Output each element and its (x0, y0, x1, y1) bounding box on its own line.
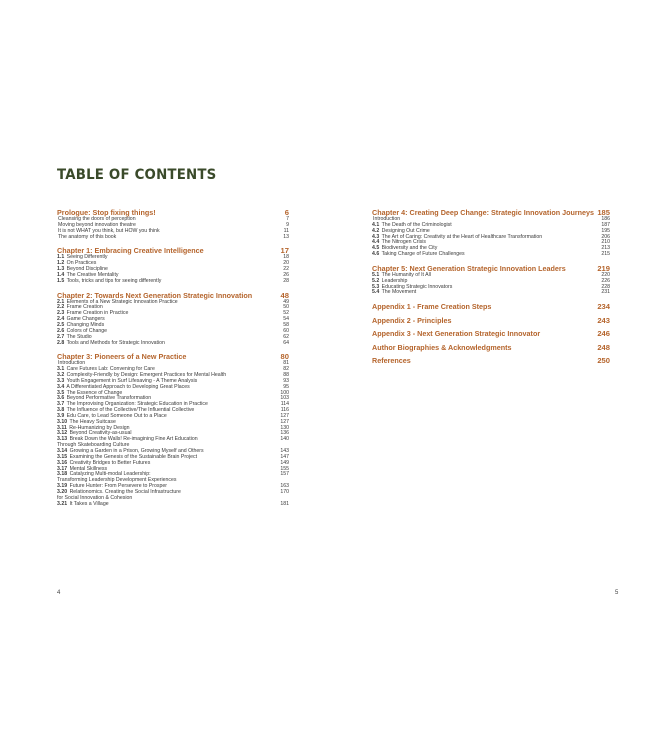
toc-entry-number: 4.5 (372, 245, 380, 252)
toc-heading-title: Appendix 3 - Next Generation Strategic Innovator (372, 329, 541, 339)
toc-entry-page: 93 (283, 377, 289, 384)
toc-heading[interactable] (57, 352, 289, 361)
toc-section (372, 264, 610, 296)
toc-heading-page: 80 (280, 352, 289, 362)
toc-entry-page: 114 (280, 401, 289, 408)
toc-entry-number: 3.20 (57, 488, 68, 495)
toc-entry-text (57, 279, 279, 285)
toc-heading-page: 246 (597, 329, 610, 339)
toc-entry-page: 149 (280, 459, 289, 466)
toc-entry-number: 1.3 (57, 266, 65, 273)
toc-entry-number: 1.1 (57, 254, 65, 261)
toc-entry-label: Break Down the Walls! Re-imagining Fine Art Education Through Skateboarding Culture (57, 436, 198, 449)
toc-entry-number: 3.9 (57, 412, 65, 419)
toc-entry-label: Taking Charge of Future Challenges (381, 251, 465, 258)
toc-entry-page: 88 (283, 372, 289, 379)
toc-entry-number: 5.3 (372, 283, 380, 290)
toc-left-column (57, 208, 289, 507)
toc-entry-label: The anatomy of this book (58, 233, 117, 240)
toc-entry-label: The Art of Caring: Creativity at the Heart of Healthcare Transformation (381, 233, 543, 240)
toc-entry-label: Tools, tricks and tips for seeing differently (66, 277, 162, 284)
toc-heading-page: 234 (597, 302, 610, 312)
toc-entry-page: 130 (280, 424, 289, 431)
toc-entry-number: 3.13 (57, 436, 68, 443)
toc-entry-number: 4.1 (372, 221, 380, 228)
toc-entry[interactable] (57, 279, 289, 285)
toc-heading-title: Chapter 1: Embracing Creative Intelligence (57, 246, 204, 256)
toc-heading[interactable] (372, 316, 610, 325)
toc-entry-label: Mental Skillness (69, 465, 108, 472)
toc-entry-label: Colors of Change (66, 327, 108, 334)
toc-entry-page: 13 (283, 233, 289, 240)
toc-entry-page: 187 (601, 221, 610, 228)
toc-entry-page: 20 (283, 260, 289, 267)
toc-entry-label: Introduction (373, 216, 401, 222)
toc-heading-page: 185 (597, 208, 610, 217)
toc-entry-label: Future Hunter: From Persevere to Prosper (69, 483, 168, 490)
toc-entry-label: Changing Minds (66, 321, 105, 328)
toc-entry-page: 127 (280, 418, 289, 425)
toc-entry-page: 213 (601, 245, 610, 252)
page-number-left: 4 (57, 590, 61, 596)
toc-entry-number: 2.8 (57, 339, 65, 346)
toc-entry-label: Complexity-Friendly by Design: Emergent Practices for Mental Health (66, 372, 227, 379)
toc-entry-page: 155 (280, 465, 289, 472)
toc-entry-page: 62 (283, 333, 289, 340)
toc-section (57, 208, 289, 240)
toc-entry-page: 170 (280, 488, 289, 495)
toc-entry-number: 3.3 (57, 377, 65, 384)
toc-section (372, 316, 610, 325)
toc-heading-page: 248 (597, 342, 610, 352)
toc-entry-label: The Humanity of It All (381, 271, 431, 278)
toc-entry-number: 3.8 (57, 407, 65, 414)
toc-section (372, 343, 610, 352)
toc-entry-label: Edu Care, to Lead Someone Out to a Place (66, 412, 167, 419)
toc-entry-page: 215 (601, 251, 610, 258)
toc-entry-page: 28 (283, 277, 289, 284)
toc-entry-number: 2.5 (57, 321, 65, 328)
toc-section (57, 246, 289, 284)
toc-heading[interactable] (372, 208, 610, 217)
toc-entry-page: 127 (280, 412, 289, 419)
toc-entry-number: 3.14 (57, 448, 68, 454)
toc-entry-page: 210 (601, 239, 610, 246)
toc-entry-number: 5.2 (372, 277, 380, 284)
toc-entry-number: 3.17 (57, 465, 68, 472)
toc-entry-label: Cleansing the doors of perception (58, 216, 136, 222)
toc-entry-label: Moving beyond innovation theatre (58, 221, 136, 228)
toc-entry-number: 3.12 (57, 430, 68, 437)
toc-entry-page: 231 (601, 289, 610, 296)
toc-entry-page: 9 (286, 221, 289, 228)
toc-entry-page: 82 (283, 366, 289, 373)
toc-entry-label: A Differentiated Approach to Developing Great Places (66, 383, 190, 390)
toc-entry-label: The Nitrogen Crisis (381, 239, 426, 246)
toc-entry-number: 1.4 (57, 271, 65, 278)
toc-entry-label: Game Changers (66, 316, 105, 323)
toc-entry-number: 3.6 (57, 395, 65, 402)
toc-entry-label: Relationomics. Creating the Social Infrastructure for Social Innovation & Cohesion (57, 488, 181, 501)
toc-entry-label: Beyond Performative Transformation (66, 395, 152, 402)
toc-entry-label: Biodiversity and the City (381, 245, 438, 252)
toc-entry-page: 220 (601, 271, 610, 278)
toc-entry-label: Seeing Differently (66, 254, 108, 261)
toc-heading-title: Chapter 2: Towards Next Generation Strategic Innovation (57, 290, 253, 300)
toc-entry-label: Designing Out Crime (381, 227, 430, 234)
toc-entry-number: 5.1 (372, 271, 380, 278)
toc-entry-page: 140 (280, 436, 289, 443)
toc-heading-title: Appendix 1 - Frame Creation Steps (372, 302, 492, 312)
toc-entry-number: 2.1 (57, 298, 65, 305)
toc-entry-label: The Studio (66, 333, 92, 340)
toc-entry-page: 163 (280, 483, 289, 490)
toc-entry-page: 7 (286, 216, 289, 222)
toc-right-column (372, 208, 610, 365)
toc-entry-number: 3.11 (57, 424, 67, 431)
toc-entry-text (57, 235, 279, 241)
toc-section (57, 291, 289, 347)
toc-entry-page: 54 (283, 316, 289, 323)
toc-entry-number: 2.2 (57, 304, 65, 311)
toc-entry-label: The Influence of the Collective/The Influential Collective (66, 407, 195, 414)
toc-entry-label: Beyond Discipline (66, 266, 108, 273)
page-number-right: 5 (615, 590, 619, 596)
toc-entry-number: 3.10 (57, 418, 68, 425)
toc-entry-number: 3.19 (57, 483, 68, 490)
toc-entry-page: 195 (601, 227, 610, 234)
toc-entry-label: Growing a Garden in a Prison, Growing Myself and Others (69, 448, 204, 454)
toc-entry-number: 5.4 (372, 289, 380, 296)
toc-heading-page: 6 (284, 208, 289, 217)
toc-entry-label: Care Futures Lab: Convening for Care (66, 366, 155, 373)
toc-heading-page: 250 (597, 356, 610, 366)
toc-entry-label: It is not WHAT you think, but HOW you think (58, 227, 160, 234)
toc-entry-number: 4.3 (372, 233, 380, 240)
toc-entry-page: 181 (280, 500, 289, 507)
toc-entry-label: Elements of a New Strategic Innovation Practice (66, 298, 178, 305)
toc-entry-page: 81 (283, 360, 289, 367)
toc-entry-label: Tools and Methods for Strategic Innovation (66, 339, 165, 346)
toc-entry-text (57, 502, 279, 508)
toc-entry-label: Examining the Genesis of the Sustainable Brain Project (69, 453, 198, 460)
toc-entry-label: Frame Creation in Practice (66, 310, 129, 317)
toc-entry-label: Educating Strategic Innovators (381, 283, 453, 290)
toc-entry-page: 58 (283, 321, 289, 328)
toc-entry-label: Beyond Creativity-as-usual (69, 430, 132, 437)
toc-heading[interactable] (372, 302, 610, 311)
toc-entry-number: 3.7 (57, 401, 65, 408)
toc-entry-number: 4.4 (372, 239, 380, 246)
toc-entry-number: 2.6 (57, 327, 65, 334)
toc-entry-label: The Movement (381, 289, 417, 296)
toc-entry-page: 157 (280, 471, 289, 478)
toc-entry[interactable] (372, 252, 610, 258)
toc-entry-page: 18 (283, 254, 289, 261)
toc-entry-label: It Takes a Village (69, 500, 109, 507)
toc-entry-label: Leadership (381, 277, 408, 284)
toc-entry-page: 11 (283, 227, 289, 234)
toc-section (372, 302, 610, 311)
toc-entry-text (372, 252, 600, 258)
toc-entry[interactable] (57, 502, 289, 508)
toc-heading[interactable] (372, 343, 610, 352)
toc-entry-page: 103 (280, 395, 289, 402)
toc-entry-label: The Creative Mentality (66, 271, 119, 278)
toc-entry-label: Catalyzing Multi-modal Leadership: Transforming Leadership Development Experiences (57, 471, 177, 484)
toc-section (372, 329, 610, 338)
toc-entry-label: The Essence of Change (66, 389, 123, 396)
page-title: TABLE OF CONTENTS (57, 167, 217, 183)
toc-entry-label: The Improvising Organization: Strategic Education in Practice (66, 401, 208, 408)
toc-entry[interactable] (57, 341, 289, 347)
toc-entry-page: 206 (601, 233, 610, 240)
toc-heading-title: Prologue: Stop fixing things! (57, 208, 156, 217)
toc-entry-label: The Heavy Suitcase (69, 418, 116, 425)
toc-entry-page: 64 (283, 339, 289, 346)
toc-entry-label: The Death of the Criminologist (381, 221, 452, 228)
toc-entry-number: 3.2 (57, 372, 65, 379)
toc-section (372, 356, 610, 365)
toc-entry-number: 2.3 (57, 310, 65, 317)
toc-heading-title: References (372, 356, 411, 366)
toc-heading-page: 17 (280, 246, 289, 256)
toc-entry-label: Introduction (58, 360, 86, 367)
toc-entry-page: 26 (283, 271, 289, 278)
toc-entry-page: 50 (283, 304, 289, 311)
toc-heading[interactable] (372, 356, 610, 365)
toc-section (372, 208, 610, 258)
toc-heading-title: Appendix 2 - Principles (372, 315, 452, 325)
toc-entry-number: 3.1 (57, 366, 65, 373)
toc-entry-number: 3.16 (57, 459, 68, 466)
toc-entry-number: 4.2 (372, 227, 380, 234)
toc-entry-page: 186 (601, 216, 610, 222)
toc-entry-number: 3.5 (57, 389, 65, 396)
toc-entry-label: Frame Creation (66, 304, 103, 311)
toc-section (57, 352, 289, 507)
toc-entry[interactable] (372, 290, 610, 296)
toc-entry-number: 1.5 (57, 277, 65, 284)
toc-entry-number: 2.7 (57, 333, 65, 340)
toc-entry-page: 226 (601, 277, 610, 284)
toc-entry-number: 3.15 (57, 453, 68, 460)
toc-entry-page: 116 (280, 407, 289, 414)
toc-heading-title: Chapter 4: Creating Deep Change: Strategic Innovation Journeys (372, 208, 595, 217)
toc-entry-page: 60 (283, 327, 289, 334)
toc-entry[interactable] (57, 235, 289, 241)
toc-entry-page: 49 (283, 298, 289, 305)
toc-heading-page: 243 (597, 315, 610, 325)
toc-entry-page: 52 (283, 310, 289, 317)
toc-heading-title: Author Biographies & Acknowledgments (372, 342, 512, 352)
toc-entry-label: On Practices (66, 260, 97, 267)
toc-entry-page: 228 (601, 283, 610, 290)
toc-entry-label: Youth Engagement in Surf Lifesaving - A Theme Analysis (66, 377, 198, 384)
toc-entry-number: 3.18 (57, 471, 68, 478)
toc-entry-number: 2.4 (57, 316, 65, 323)
toc-entry-number: 3.21 (57, 500, 68, 507)
toc-heading-page: 219 (597, 263, 610, 273)
toc-heading-title: Chapter 5: Next Generation Strategic Innovation Leaders (372, 263, 566, 273)
toc-heading[interactable] (372, 329, 610, 338)
toc-entry-page: 136 (280, 430, 289, 437)
toc-entry-number: 3.4 (57, 383, 65, 390)
toc-entry-text (57, 341, 279, 347)
toc-entry-number: 1.2 (57, 260, 65, 267)
toc-entry-label: Creativity Bridges to Better Futures (69, 459, 151, 466)
toc-heading-title: Chapter 3: Pioneers of a New Practice (57, 352, 187, 362)
toc-entry-label: Re-Humanizing by Design (69, 424, 130, 431)
toc-entry-page: 147 (280, 453, 289, 460)
toc-entry-page: 22 (283, 266, 289, 273)
toc-entry-page: 95 (283, 383, 289, 390)
toc-entry-number: 4.6 (372, 251, 380, 258)
toc-entry-page: 100 (280, 389, 289, 396)
toc-heading-page: 48 (280, 290, 289, 300)
toc-entry-text (372, 290, 600, 296)
toc-entry-page: 143 (280, 448, 289, 454)
